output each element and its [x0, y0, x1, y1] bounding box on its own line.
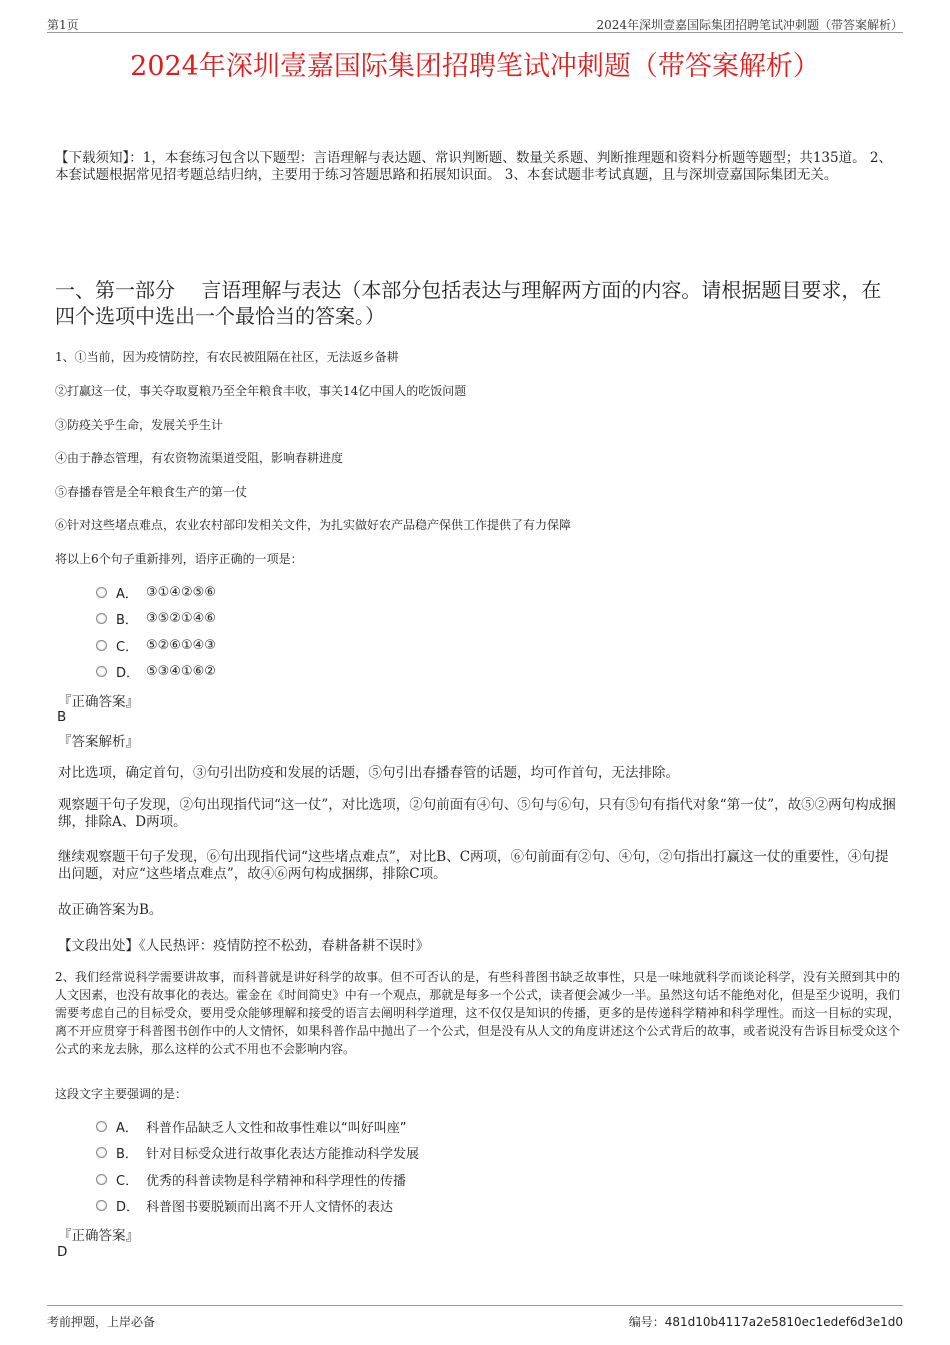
- q1-analysis-label: 『答案解析』: [58, 734, 139, 750]
- page-footer: [47, 1305, 903, 1329]
- q2-option-c[interactable]: C． 优秀的科普读物是科学精神和科学理性的传播: [96, 1166, 419, 1193]
- q1-line-4: ④由于静态管理，有农资物流渠道受阻，影响春耕进度: [55, 451, 344, 465]
- q1-line-3: ③防疫关乎生命，发展关乎生计: [55, 418, 224, 432]
- radio-icon[interactable]: [96, 587, 107, 598]
- q1-option-a[interactable]: A． ③①④②⑤⑥: [96, 579, 216, 606]
- download-notice: 【下载须知】：1，本套练习包含以下题型：言语理解与表达题、常识判断题、数量关系题、判断推理题和资料分析题等题型；共135道。 2、本套试题根据常见招考题总结归纳，主要用于练习答题思路和拓展知识面。 3、本套试题非考试真题，且与深圳壹嘉国际集团无关。: [55, 150, 892, 183]
- radio-icon[interactable]: [96, 1147, 107, 1158]
- radio-icon[interactable]: [96, 666, 107, 677]
- radio-icon[interactable]: [96, 1200, 107, 1211]
- q1-answer: B: [57, 709, 67, 725]
- q1-analysis-3: 继续观察题干句子发现，⑥句出现指代词“这些堵点难点”，对比B、C两项，⑥句前面有②句、④句，②句指出打赢这一仗的重要性，④句提出问题，对应“这些堵点难点”，故④⑥两句构成捆绑，排除C项。: [58, 849, 889, 882]
- q1-option-b[interactable]: B． ③⑤②①④⑥: [96, 606, 216, 633]
- footer-slogan: 考前押题，上岸必备: [47, 1315, 156, 1329]
- q1-line-5: ⑤春播春管是全年粮食生产的第一仗: [55, 485, 248, 499]
- q1-option-c[interactable]: C． ⑤②⑥①④③: [96, 632, 216, 659]
- q1-analysis-4: 故正确答案为B。: [58, 902, 163, 918]
- q2-answer: D: [57, 1244, 68, 1260]
- radio-icon[interactable]: [96, 1121, 107, 1132]
- q1-options: [96, 579, 216, 685]
- q1-line-1: 1、①当前，因为疫情防控，有农民被阻隔在社区，无法返乡备耕: [55, 350, 399, 364]
- radio-icon[interactable]: [96, 640, 107, 651]
- q1-line-2: ②打赢这一仗，事关夺取夏粮乃至全年粮食丰收，事关14亿中国人的吃饭问题: [55, 384, 467, 398]
- q1-prompt: 将以上6个句子重新排列，语序正确的一项是：: [55, 552, 303, 566]
- q2-option-d[interactable]: D． 科普图书要脱颖而出离不开人文情怀的表达: [96, 1193, 419, 1220]
- page-number: 第1页: [47, 18, 79, 32]
- q2-prompt: 这段文字主要强调的是：: [55, 1087, 188, 1101]
- radio-icon[interactable]: [96, 613, 107, 624]
- header-doc-title: 2024年深圳壹嘉国际集团招聘笔试冲刺题（带答案解析）: [596, 18, 903, 32]
- q1-source: 【文段出处】《人民热评：疫情防控不松劲，春耕备耕不误时》: [58, 938, 430, 954]
- q1-analysis-1: 对比选项，确定首句，③句引出防疫和发展的话题，⑤句引出春播春管的话题，均可作首句，无法排除。: [58, 765, 679, 781]
- q1-line-6: ⑥针对这些堵点难点，农业农村部印发相关文件，为扎实做好农产品稳产保供工作提供了有力保障: [55, 518, 572, 532]
- radio-icon[interactable]: [96, 1174, 107, 1185]
- page-header: [47, 14, 903, 33]
- q1-option-d[interactable]: D． ⑤③④①⑥②: [96, 659, 216, 686]
- q1-analysis-2: 观察题干句子发现，②句出现指代词“这一仗”，对比选项，②句前面有④句、⑤句与⑥句，只有⑤句有指代对象“第一仗”，故⑤②两句构成捆绑，排除A、D两项。: [58, 797, 896, 830]
- q2-options: [96, 1113, 419, 1219]
- footer-code: 编号：481d10b4117a2e5810ec1edef6d3e1d0: [628, 1315, 903, 1329]
- q1-answer-label: 『正确答案』: [58, 694, 139, 710]
- q2-option-b[interactable]: B． 针对目标受众进行故事化表达方能推动科学发展: [96, 1140, 419, 1167]
- page-title: 2024年深圳壹嘉国际集团招聘笔试冲刺题（带答案解析）: [130, 51, 820, 82]
- q2-text: 2、我们经常说科学需要讲故事，而科普就是讲好科学的故事。但不可否认的是，有些科普图书缺乏故事性，只是一味地就科学而谈论科学，没有关照到其中的人文因素，也没有故事化的表达。霍金在《时间简史》中有一个观点，那就是每多一个公式，读者便会减少一半。虽然这句话不能绝对化，但是至少说明，我们需要考虑自己的目标受众，要用受众能够理解和接受的语言去阐明科学道理，这不仅仅是知识的传播，更多的是传递科学精神和科学理性。而这一目标的实现，离不开应贯穿于科普图书创作中的人文情怀，如果科普作品中抛出了一个公式，但是没有从人文的角度讲述这个公式背后的故事，或者说没有告诉目标受众这个公式的来龙去脉，那么这样的公式不用也不会影响内容。: [55, 970, 900, 1056]
- q2-answer-label: 『正确答案』: [58, 1228, 139, 1244]
- q2-option-a[interactable]: A． 科普作品缺乏人文性和故事性难以“叫好叫座”: [96, 1113, 419, 1140]
- section-heading: 一、第一部分 言语理解与表达（本部分包括表达与理解两方面的内容。请根据题目要求，在四个选项中选出一个最恰当的答案。）: [55, 278, 882, 328]
